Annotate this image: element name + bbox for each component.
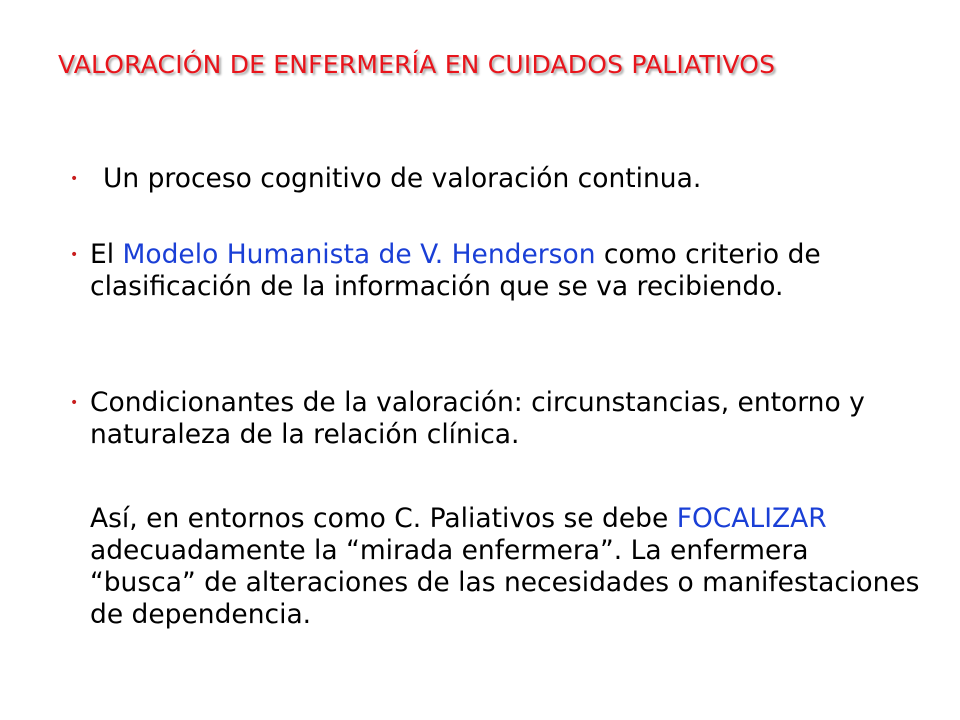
bullet-item xyxy=(70,387,920,451)
bullet-icon: • xyxy=(70,395,79,411)
bullet-item xyxy=(70,239,920,303)
bullet-text: Condicionantes de la valoración: circunstancias, entorno y naturaleza de la relación clínica. xyxy=(90,387,865,450)
slide-title: VALORACIÓN DE ENFERMERÍA EN CUIDADOS PALIATIVOS xyxy=(58,50,776,79)
highlight-model: Modelo Humanista de V. Henderson xyxy=(122,239,596,270)
closing-paragraph xyxy=(90,503,920,631)
bullet-item xyxy=(70,163,933,195)
bullet-text-pre: El xyxy=(90,239,123,270)
bullet-text-post: como criterio de clasificación de la información que se va recibiendo. xyxy=(90,239,821,302)
highlight-focalizar: FOCALIZAR xyxy=(676,503,827,534)
bullet-icon: • xyxy=(70,171,79,187)
closing-text-post: adecuadamente la “mirada enfermera”. La enfermera “busca” de alteraciones de las necesidades o manifestaciones de dependencia. xyxy=(90,535,920,630)
bullet-icon: • xyxy=(70,247,79,263)
closing-text-pre: Así, en entornos como C. Paliativos se debe xyxy=(90,503,677,534)
bullet-text: Un proceso cognitivo de valoración continua. xyxy=(103,163,702,194)
